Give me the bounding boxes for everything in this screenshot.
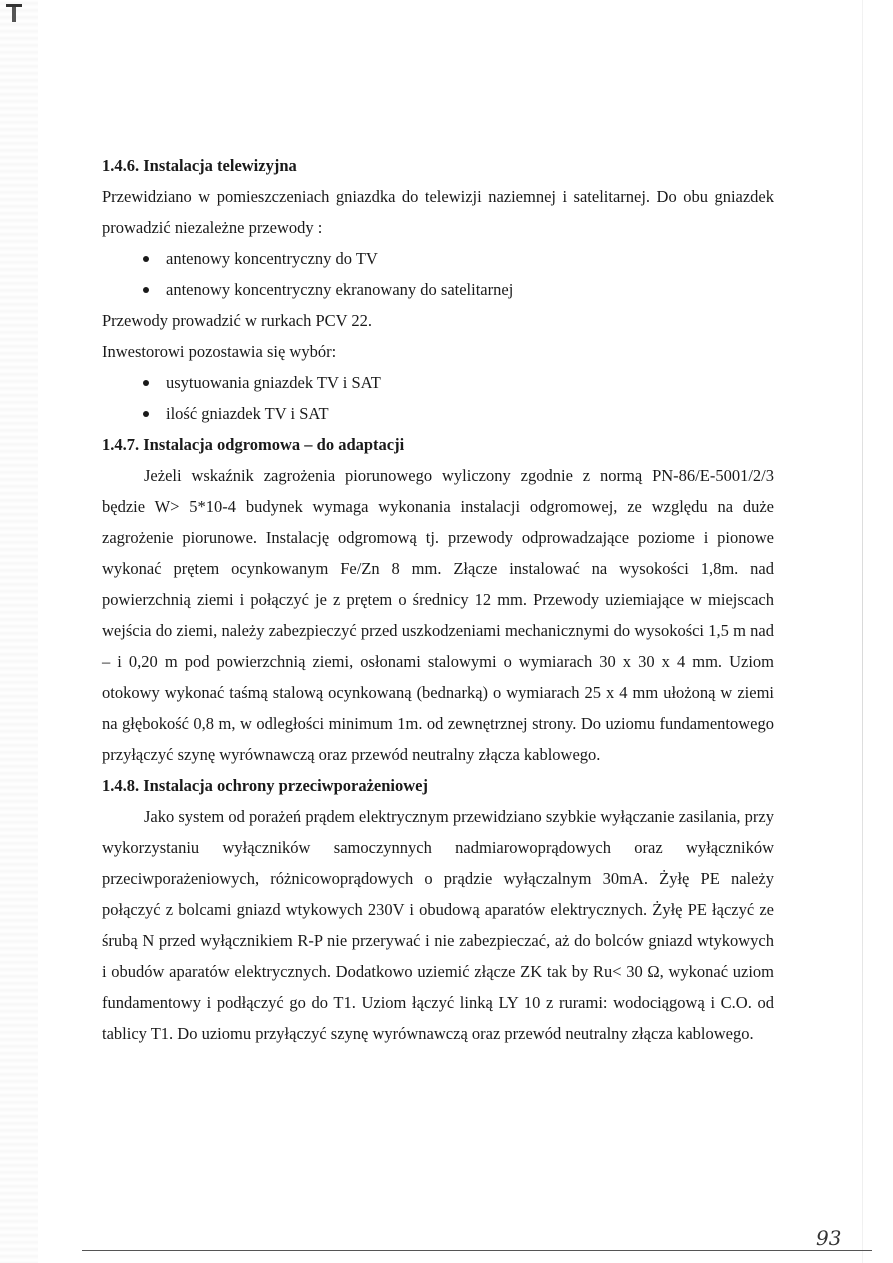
list-item: antenowy koncentryczny do TV xyxy=(140,243,774,274)
paragraph: Jako system od porażeń prądem elektrycznym przewidziano szybkie wyłączanie zasilania, przy wykorzystaniu wyłączników samoczynnych nadmiarowoprądowych oraz wyłączników przeciwporażeniowych, różnicowoprądowych o prądzie wyłączalnym 30mA. Żyłę PE należy połączyć z bolcami gniazd wtykowych 230V i obudową aparatów elektrycznych. Żyłę PE łączyć ze śrubą N przed wyłącznikiem R-P nie przerywać i nie zabezpieczać, aż do bolców gniazd wtykowych i obudów aparatów elektrycznych. Dodatkowo uziemić złącze ZK tak by Ru< 30 Ω, wykonać uziom fundamentowy i podłączyć go do T1. Uziom łączyć linką LY 10 z rurami: wodociągową i C.O. od tablicy T1. Do uziomu przyłączyć szynę wyrównawczą oraz przewód neutralny złącza kablowego. xyxy=(102,807,774,1043)
section-heading: 1.4.6. Instalacja telewizyjna xyxy=(102,156,297,175)
paragraph: Jeżeli wskaźnik zagrożenia piorunowego wyliczony zgodnie z normą PN-86/E-5001/2/3 będzie W> 5*10-4 budynek wymaga wykonania instalacji odgromowej, ze względu na duże zagrożenie piorunowe. Instalację odgromową tj. przewody odprowadzające poziome i pionowe wykonać prętem ocynkowanym Fe/Zn 8 mm. Złącze instalować na wysokości 1,8m. nad powierzchnią ziemi i połączyć je z prętem o średnicy 12 mm. Przewody uziemiające w miejscach wejścia do ziemi, należy zabezpieczyć przed uszkodzeniami mechanicznymi do wysokości 1,5 m nad – i 0,20 m pod powierzchnią ziemi, osłonami stalowymi o wymiarach 30 x 30 x 4 mm. Uziom otokowy wykonać taśmą stalową ocynkowaną (bednarką) o wymiarach 25 x 4 mm ułożoną w ziemi na głębokość 0,8 m, w odległości minimum 1m. od zewnętrznej strony. Do uziomu fundamentowego przyłączyć szynę wyrównawczą oraz przewód neutralny złącza kablowego. xyxy=(102,466,774,764)
bullet-list xyxy=(102,367,774,429)
list-item: antenowy koncentryczny ekranowany do satelitarnej xyxy=(140,274,774,305)
document-body xyxy=(102,150,774,1049)
staple-mark-icon xyxy=(6,4,22,22)
page-number: 93 xyxy=(816,1226,842,1250)
section-heading: 1.4.8. Instalacja ochrony przeciwporażeniowej xyxy=(102,776,428,795)
section-heading: 1.4.7. Instalacja odgromowa – do adaptacji xyxy=(102,435,405,454)
section-tv-installation xyxy=(102,150,774,429)
scan-edge-shadow xyxy=(0,0,38,1263)
paragraph: Inwestorowi pozostawia się wybór: xyxy=(102,342,337,361)
list-item: ilość gniazdek TV i SAT xyxy=(140,398,774,429)
bullet-list xyxy=(102,243,774,305)
paragraph: Przewody prowadzić w rurkach PCV 22. xyxy=(102,311,373,330)
paragraph: Przewidziano w pomieszczeniach gniazdka do telewizji naziemnej i satelitarnej. Do obu gniazdek prowadzić niezależne przewody : xyxy=(102,187,774,237)
list-item: usytuowania gniazdek TV i SAT xyxy=(140,367,774,398)
section-lightning-protection xyxy=(102,429,774,770)
footer-rule xyxy=(82,1250,872,1251)
section-shock-protection xyxy=(102,770,774,1049)
page-edge-line xyxy=(862,0,863,1263)
